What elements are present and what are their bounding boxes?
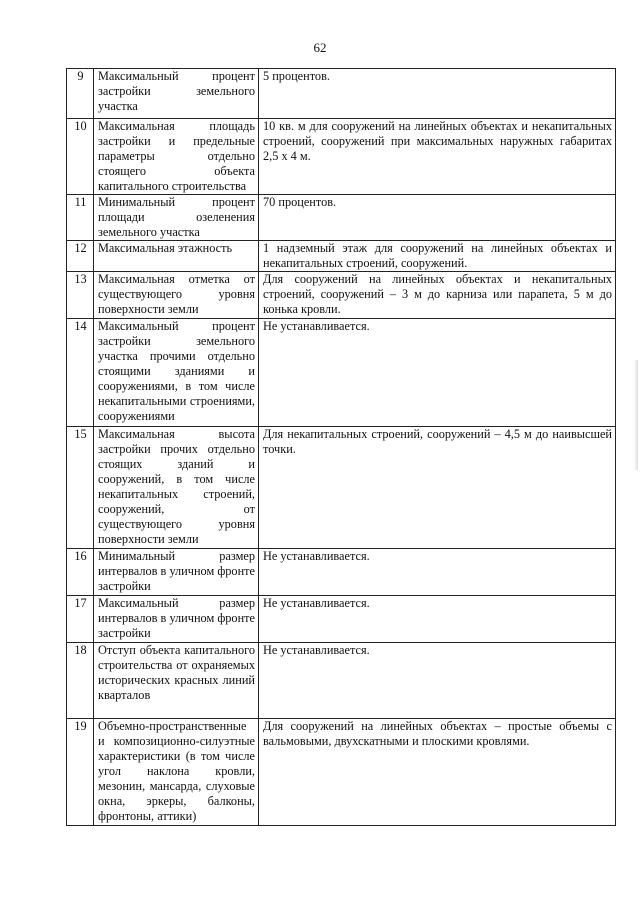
parameter-name: Объемно-пространственные и композиционно-силуэтные характеристики (в том числе угол наклона кровли, мезонин, мансарда, слуховые окна, эркеры, балконы, фронтоны, аттики): [94, 719, 259, 826]
row-number: 19: [67, 719, 94, 826]
parameter-value: 70 процентов.: [259, 195, 616, 241]
table-row: [67, 719, 616, 826]
table-row: [67, 549, 616, 596]
scan-edge-shadow: [634, 360, 638, 470]
row-number: 10: [67, 119, 94, 195]
row-number: 17: [67, 596, 94, 643]
page-number: 62: [313, 40, 327, 55]
parameter-name: Отступ объекта капитального строительства от охраняемых исторических красных линий кварталов: [94, 643, 259, 719]
table-row: [67, 272, 616, 319]
table-row: [67, 69, 616, 119]
parameter-name: Минимальный размер интервалов в уличном фронте застройки: [94, 549, 259, 596]
parameters-table: [66, 68, 616, 826]
row-number: 9: [67, 69, 94, 119]
table-row: [67, 596, 616, 643]
parameter-value: Не устанавливается.: [259, 319, 616, 427]
row-number: 11: [67, 195, 94, 241]
row-number: 18: [67, 643, 94, 719]
parameter-name: Минимальный процент площади озеленения земельного участка: [94, 195, 259, 241]
table-row: [67, 643, 616, 719]
parameter-name: Максимальный процент застройки земельного участка: [94, 69, 259, 119]
parameter-name: Максимальная отметка от существующего уровня поверхности земли: [94, 272, 259, 319]
row-number: 15: [67, 427, 94, 549]
parameter-value: Для некапитальных строений, сооружений – 4,5 м до наивысшей точки.: [259, 427, 616, 549]
parameter-value: 1 надземный этаж для сооружений на линейных объектах и некапитальных строений, сооружений.: [259, 241, 616, 272]
table-row: [67, 241, 616, 272]
row-number: 16: [67, 549, 94, 596]
table-row: [67, 319, 616, 427]
parameter-value: Не устанавливается.: [259, 549, 616, 596]
parameter-value: 10 кв. м для сооружений на линейных объектах и некапитальных строений, сооружений при максимальных наружных габаритах 2,5 х 4 м.: [259, 119, 616, 195]
parameter-value: Для сооружений на линейных объектах – простые объемы с вальмовыми, двухскатными и плоскими кровлями.: [259, 719, 616, 826]
parameter-name: Максимальный размер интервалов в уличном фронте застройки: [94, 596, 259, 643]
parameter-name: Максимальная этажность: [94, 241, 259, 272]
parameter-name: Максимальный процент застройки земельного участка прочими отдельно стоящими зданиями и сооружениями, в том числе некапитальными строениями, сооружениями: [94, 319, 259, 427]
parameter-name: Максимальная высота застройки прочих отдельно стоящих зданий и сооружений, в том числе некапитальных строений, сооружений, от существующего уровня поверхности земли: [94, 427, 259, 549]
parameter-value: Не устанавливается.: [259, 643, 616, 719]
parameter-value: 5 процентов.: [259, 69, 616, 119]
table-row: [67, 195, 616, 241]
parameter-value: Не устанавливается.: [259, 596, 616, 643]
row-number: 12: [67, 241, 94, 272]
parameter-value: Для сооружений на линейных объектах и некапитальных строений, сооружений – 3 м до карниза или парапета, 5 м до конька кровли.: [259, 272, 616, 319]
row-number: 14: [67, 319, 94, 427]
parameter-name: Максимальная площадь застройки и предельные параметры отдельно стоящего объекта капитального строительства: [94, 119, 259, 195]
table-row: [67, 427, 616, 549]
table-row: [67, 119, 616, 195]
row-number: 13: [67, 272, 94, 319]
